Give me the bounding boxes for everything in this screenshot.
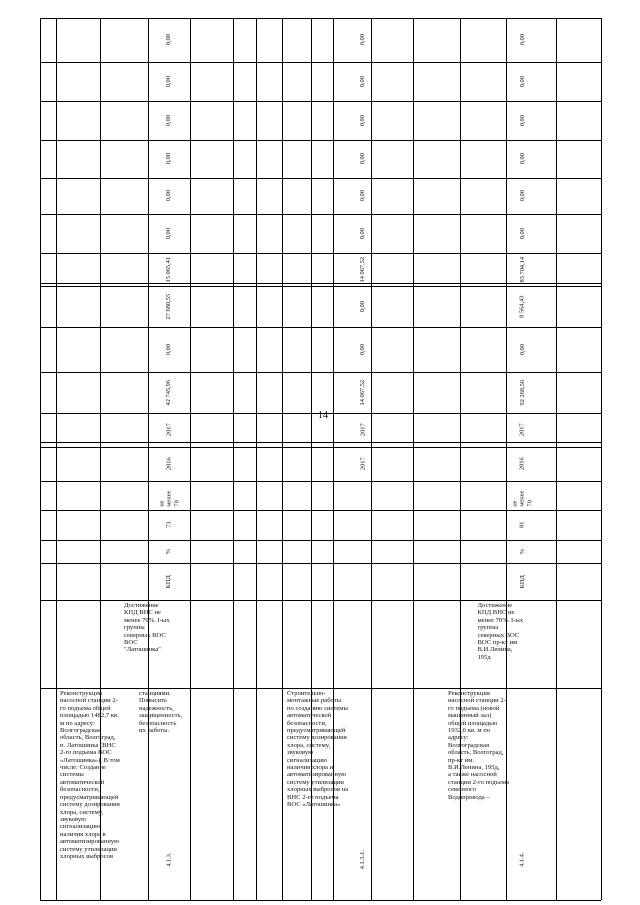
- cell-y2024: 0,00: [518, 34, 526, 46]
- description-line: систему дозирования: [287, 734, 347, 742]
- goal-line: северных ВОС: [124, 631, 166, 639]
- cell-y2016: 0,00: [359, 343, 367, 356]
- cell-unit: %: [165, 548, 173, 555]
- cell-indicator: КПД: [518, 574, 526, 589]
- description-line: хлорных выбросов на: [287, 786, 349, 794]
- row-number: 4.1.3.: [165, 852, 173, 868]
- description-line: общей площадью: [448, 719, 498, 727]
- description-line: наличия хлора в: [60, 830, 106, 838]
- cell-start: 2016: [165, 457, 173, 471]
- description-line: 2-го подъема ВОС: [60, 749, 112, 757]
- description-line: по созданию системы: [287, 704, 348, 712]
- cell-y2024: 0,00: [359, 34, 367, 46]
- description-line: площадью 1482,7 кв.: [60, 712, 119, 720]
- cell-y2018: 14 067,52: [359, 256, 367, 283]
- row-number: 4.1.4.: [518, 852, 526, 868]
- item-description: [287, 690, 348, 809]
- cell-y2017: 0,00: [359, 300, 367, 313]
- goal-line: В.И.Ленина,: [477, 646, 513, 654]
- description-line: звуковую: [60, 815, 87, 823]
- purpose-line: Повысить: [139, 697, 167, 705]
- description-line: «Латошинка»). В том: [60, 756, 120, 764]
- goal-line: группы: [477, 624, 499, 632]
- description-line: числе: Создание: [60, 764, 106, 772]
- description-line: 1932,6 кв. м по: [448, 727, 491, 735]
- cell-end: 2017: [518, 423, 526, 437]
- cell-target: не менее 70: [511, 491, 534, 507]
- cell-y2023: 0,00: [518, 75, 526, 88]
- description-line: автоматической: [287, 712, 332, 720]
- purpose-line: надежность,: [139, 704, 174, 712]
- goal-line: менее 70%. I-ых: [477, 616, 524, 624]
- item-description: [448, 690, 509, 801]
- description-line: станции 2-го подъема: [448, 778, 509, 786]
- description-line: наличия хлора и: [287, 764, 334, 772]
- cell-current: 73: [165, 521, 173, 529]
- description-line: Волгоградская: [60, 727, 102, 735]
- description-line: ВНС 2-го подъема: [287, 793, 339, 801]
- goal-line: КПД ВНС не: [124, 609, 161, 617]
- description-line: адресу:: [448, 734, 469, 742]
- description-line: а также насосной: [448, 771, 497, 779]
- purpose-text: [139, 690, 182, 734]
- cell-y2021: 0,00: [518, 153, 526, 165]
- description-line: монтажные работы: [287, 697, 342, 705]
- cell-y2018: 83 704,14: [518, 256, 526, 283]
- goal-text: [124, 602, 170, 654]
- description-line: систему утилизации: [287, 778, 344, 786]
- cell-end: 2017: [165, 423, 173, 437]
- description-line: насосной станции 2-: [60, 697, 118, 705]
- cell-total: 92 268,56: [518, 379, 526, 406]
- cell-y2018: 15 065,41: [165, 256, 173, 283]
- description-line: Реконструкция: [60, 690, 102, 697]
- description-line: безопасности,: [287, 719, 327, 727]
- cell-end: 2017: [359, 423, 367, 437]
- purpose-line: их работы.: [139, 727, 170, 735]
- description-line: безопасности,: [60, 786, 100, 794]
- cell-y2023: 0,00: [359, 75, 367, 88]
- description-line: северного: [448, 786, 476, 794]
- page-number: 14: [318, 410, 328, 421]
- cell-current: 81: [518, 521, 526, 529]
- cell-y2022: 0,00: [165, 114, 173, 127]
- goal-line: 195д: [477, 653, 491, 661]
- description-line: п. Латошинка (ВНС: [60, 741, 116, 749]
- cell-y2024: 0,00: [165, 34, 173, 46]
- description-line: пр-кт им.: [448, 756, 475, 764]
- cell-y2019: 0,00: [359, 227, 367, 240]
- description-line: хлорных выбросов: [60, 852, 114, 860]
- cell-y2017: 8 564,43: [518, 295, 526, 318]
- goal-line: Достижение: [477, 602, 513, 609]
- goal-line: ВОС: [124, 639, 138, 647]
- description-line: Волгоградская: [448, 741, 490, 749]
- goal-line: менее 70%. I-ых: [124, 616, 170, 624]
- cell-y2019: 0,00: [165, 227, 173, 240]
- goal-line: Достижение: [124, 602, 159, 609]
- description-line: ВОС «Латошинка»: [287, 801, 341, 809]
- description-line: Строительно-: [287, 690, 326, 697]
- description-line: Водопровода –: [448, 793, 490, 801]
- description-line: системы: [60, 771, 84, 779]
- cell-y2020: 0,00: [518, 190, 526, 202]
- goal-text: [478, 602, 524, 661]
- description-line: го подъема общей: [60, 704, 111, 712]
- description-line: Реконструкция: [448, 690, 490, 697]
- description-line: машинный зал): [448, 712, 492, 720]
- cell-start: 2016: [518, 457, 526, 471]
- goal-line: КПД ВНС не: [477, 609, 515, 617]
- cell-indicator: КПД: [165, 574, 173, 589]
- goal-line: ВОС пр-кт им: [477, 639, 518, 647]
- cell-y2021: 0,00: [165, 153, 173, 165]
- description-line: го подъема (новой: [448, 704, 500, 712]
- cell-y2022: 0,00: [359, 114, 367, 127]
- cell-target: не менее 70: [157, 491, 180, 507]
- purpose-line: станциями.: [139, 690, 171, 697]
- row-number: 4.1.3.1.: [359, 850, 367, 870]
- cell-y2020: 0,00: [165, 190, 173, 202]
- description-line: сигнализацию: [287, 756, 328, 764]
- cell-start: 2017: [359, 457, 367, 471]
- cell-y2016: 0,00: [165, 343, 173, 356]
- cell-y2023: 0,00: [165, 75, 173, 88]
- description-line: систему дозирования: [60, 801, 120, 809]
- cell-y2022: 0,00: [518, 114, 526, 127]
- cell-unit: %: [518, 548, 526, 555]
- cell-y2019: 0,00: [518, 227, 526, 240]
- goal-line: "Латошинка": [124, 646, 161, 654]
- description-line: предусматривающей: [287, 727, 346, 735]
- description-line: область, Волгоград,: [60, 734, 116, 742]
- goal-line: группы: [124, 624, 145, 632]
- cell-y2017: 27 680,55: [165, 293, 173, 320]
- cell-total: 14 067,52: [359, 379, 367, 406]
- description-line: автоматической: [60, 778, 105, 786]
- purpose-line: защищенность,: [139, 712, 183, 720]
- description-line: автоматизированную: [287, 771, 347, 779]
- cell-y2021: 0,00: [359, 153, 367, 165]
- description-line: В.И.Ленина, 195д,: [448, 764, 500, 772]
- description-line: сигнализацию: [60, 823, 101, 831]
- description-line: м по адресу:: [60, 719, 95, 727]
- cell-y2016: 0,00: [518, 343, 526, 356]
- description-line: насосной станции 2-: [448, 697, 506, 705]
- description-line: систему утилизации: [60, 845, 117, 853]
- description-line: звуковую: [287, 749, 314, 757]
- description-line: хлора, систему,: [287, 741, 331, 749]
- description-line: автоматизированную: [60, 838, 120, 846]
- description-line: область, Волгоград,: [448, 749, 504, 757]
- cell-total: 42 745,96: [165, 379, 173, 406]
- description-line: предусматривающей: [60, 793, 119, 801]
- description-line: хлора, систему,: [60, 808, 104, 816]
- purpose-line: безопасность: [139, 719, 177, 727]
- item-description: [60, 690, 120, 860]
- cell-y2020: 0,00: [359, 190, 367, 202]
- goal-line: северных ВОС: [477, 631, 520, 639]
